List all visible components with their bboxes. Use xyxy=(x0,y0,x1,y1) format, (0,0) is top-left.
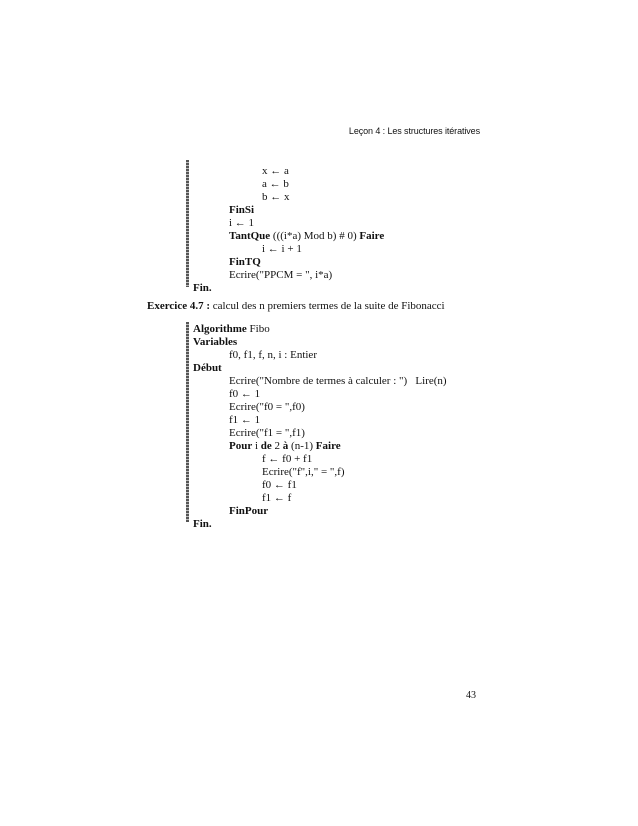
keyword-faire: Faire xyxy=(315,440,341,452)
code-line-pour xyxy=(229,440,341,453)
code-line: i ← 1 xyxy=(229,217,255,229)
keyword-finpour: FinPour xyxy=(229,505,269,517)
code-line: f0 ← 1 xyxy=(229,388,261,400)
code-line: Ecrire("f",i," = ",f) xyxy=(262,466,345,478)
code-line: Ecrire("Nombre de termes à calculer : ") Lire(n) xyxy=(229,375,447,387)
keyword-fin: Fin. xyxy=(193,518,212,530)
code-line: f0 ← f1 xyxy=(262,479,297,491)
algorithm-bar-2 xyxy=(186,322,189,522)
running-header: Leçon 4 : Les structures itératives xyxy=(348,126,480,136)
code-line-tantque xyxy=(229,230,384,243)
keyword-debut: Début xyxy=(193,362,222,374)
keyword-faire: Faire xyxy=(359,230,385,242)
exercise-text: calcul des n premiers termes de la suite de Fibonacci xyxy=(210,300,445,312)
exercise-label: Exercice 4.7 : xyxy=(147,300,211,312)
keyword-fin: Fin. xyxy=(193,282,212,294)
keyword-tantque: TantQue xyxy=(229,230,271,242)
tantque-condition: (((i*a) Mod b) # 0) xyxy=(270,230,360,242)
keyword-finsi: FinSi xyxy=(229,204,255,216)
keyword-a: à xyxy=(282,440,289,452)
pour-start: 2 xyxy=(271,440,283,452)
pour-range: (n-1) xyxy=(288,440,316,452)
exercise-heading xyxy=(147,300,445,312)
code-line: x ← a xyxy=(262,165,289,177)
algorithm-bar-1 xyxy=(186,160,189,287)
code-line: f1 ← 1 xyxy=(229,414,261,426)
code-line: Ecrire("f0 = ",f0) xyxy=(229,401,305,413)
keyword-pour: Pour xyxy=(229,440,253,452)
algorithm-name: Fibo xyxy=(246,323,270,335)
code-line: i ← i + 1 xyxy=(262,243,302,255)
code-line: a ← b xyxy=(262,178,289,190)
code-line-algorithme xyxy=(193,323,270,336)
code-line: f1 ← f xyxy=(262,492,292,504)
keyword-fintq: FinTQ xyxy=(229,256,261,268)
code-line: b ← x xyxy=(262,191,290,203)
code-line: Ecrire("f1 = ",f1) xyxy=(229,427,305,439)
pour-var: i xyxy=(252,440,261,452)
keyword-algorithme: Algorithme xyxy=(193,323,247,335)
keyword-variables: Variables xyxy=(193,336,238,348)
page-number: 43 xyxy=(466,690,476,701)
keyword-de: de xyxy=(260,440,272,452)
code-line: f ← f0 + f1 xyxy=(262,453,313,465)
code-line: Ecrire("PPCM = ", i*a) xyxy=(229,269,333,281)
code-line: f0, f1, f, n, i : Entier xyxy=(229,349,317,361)
